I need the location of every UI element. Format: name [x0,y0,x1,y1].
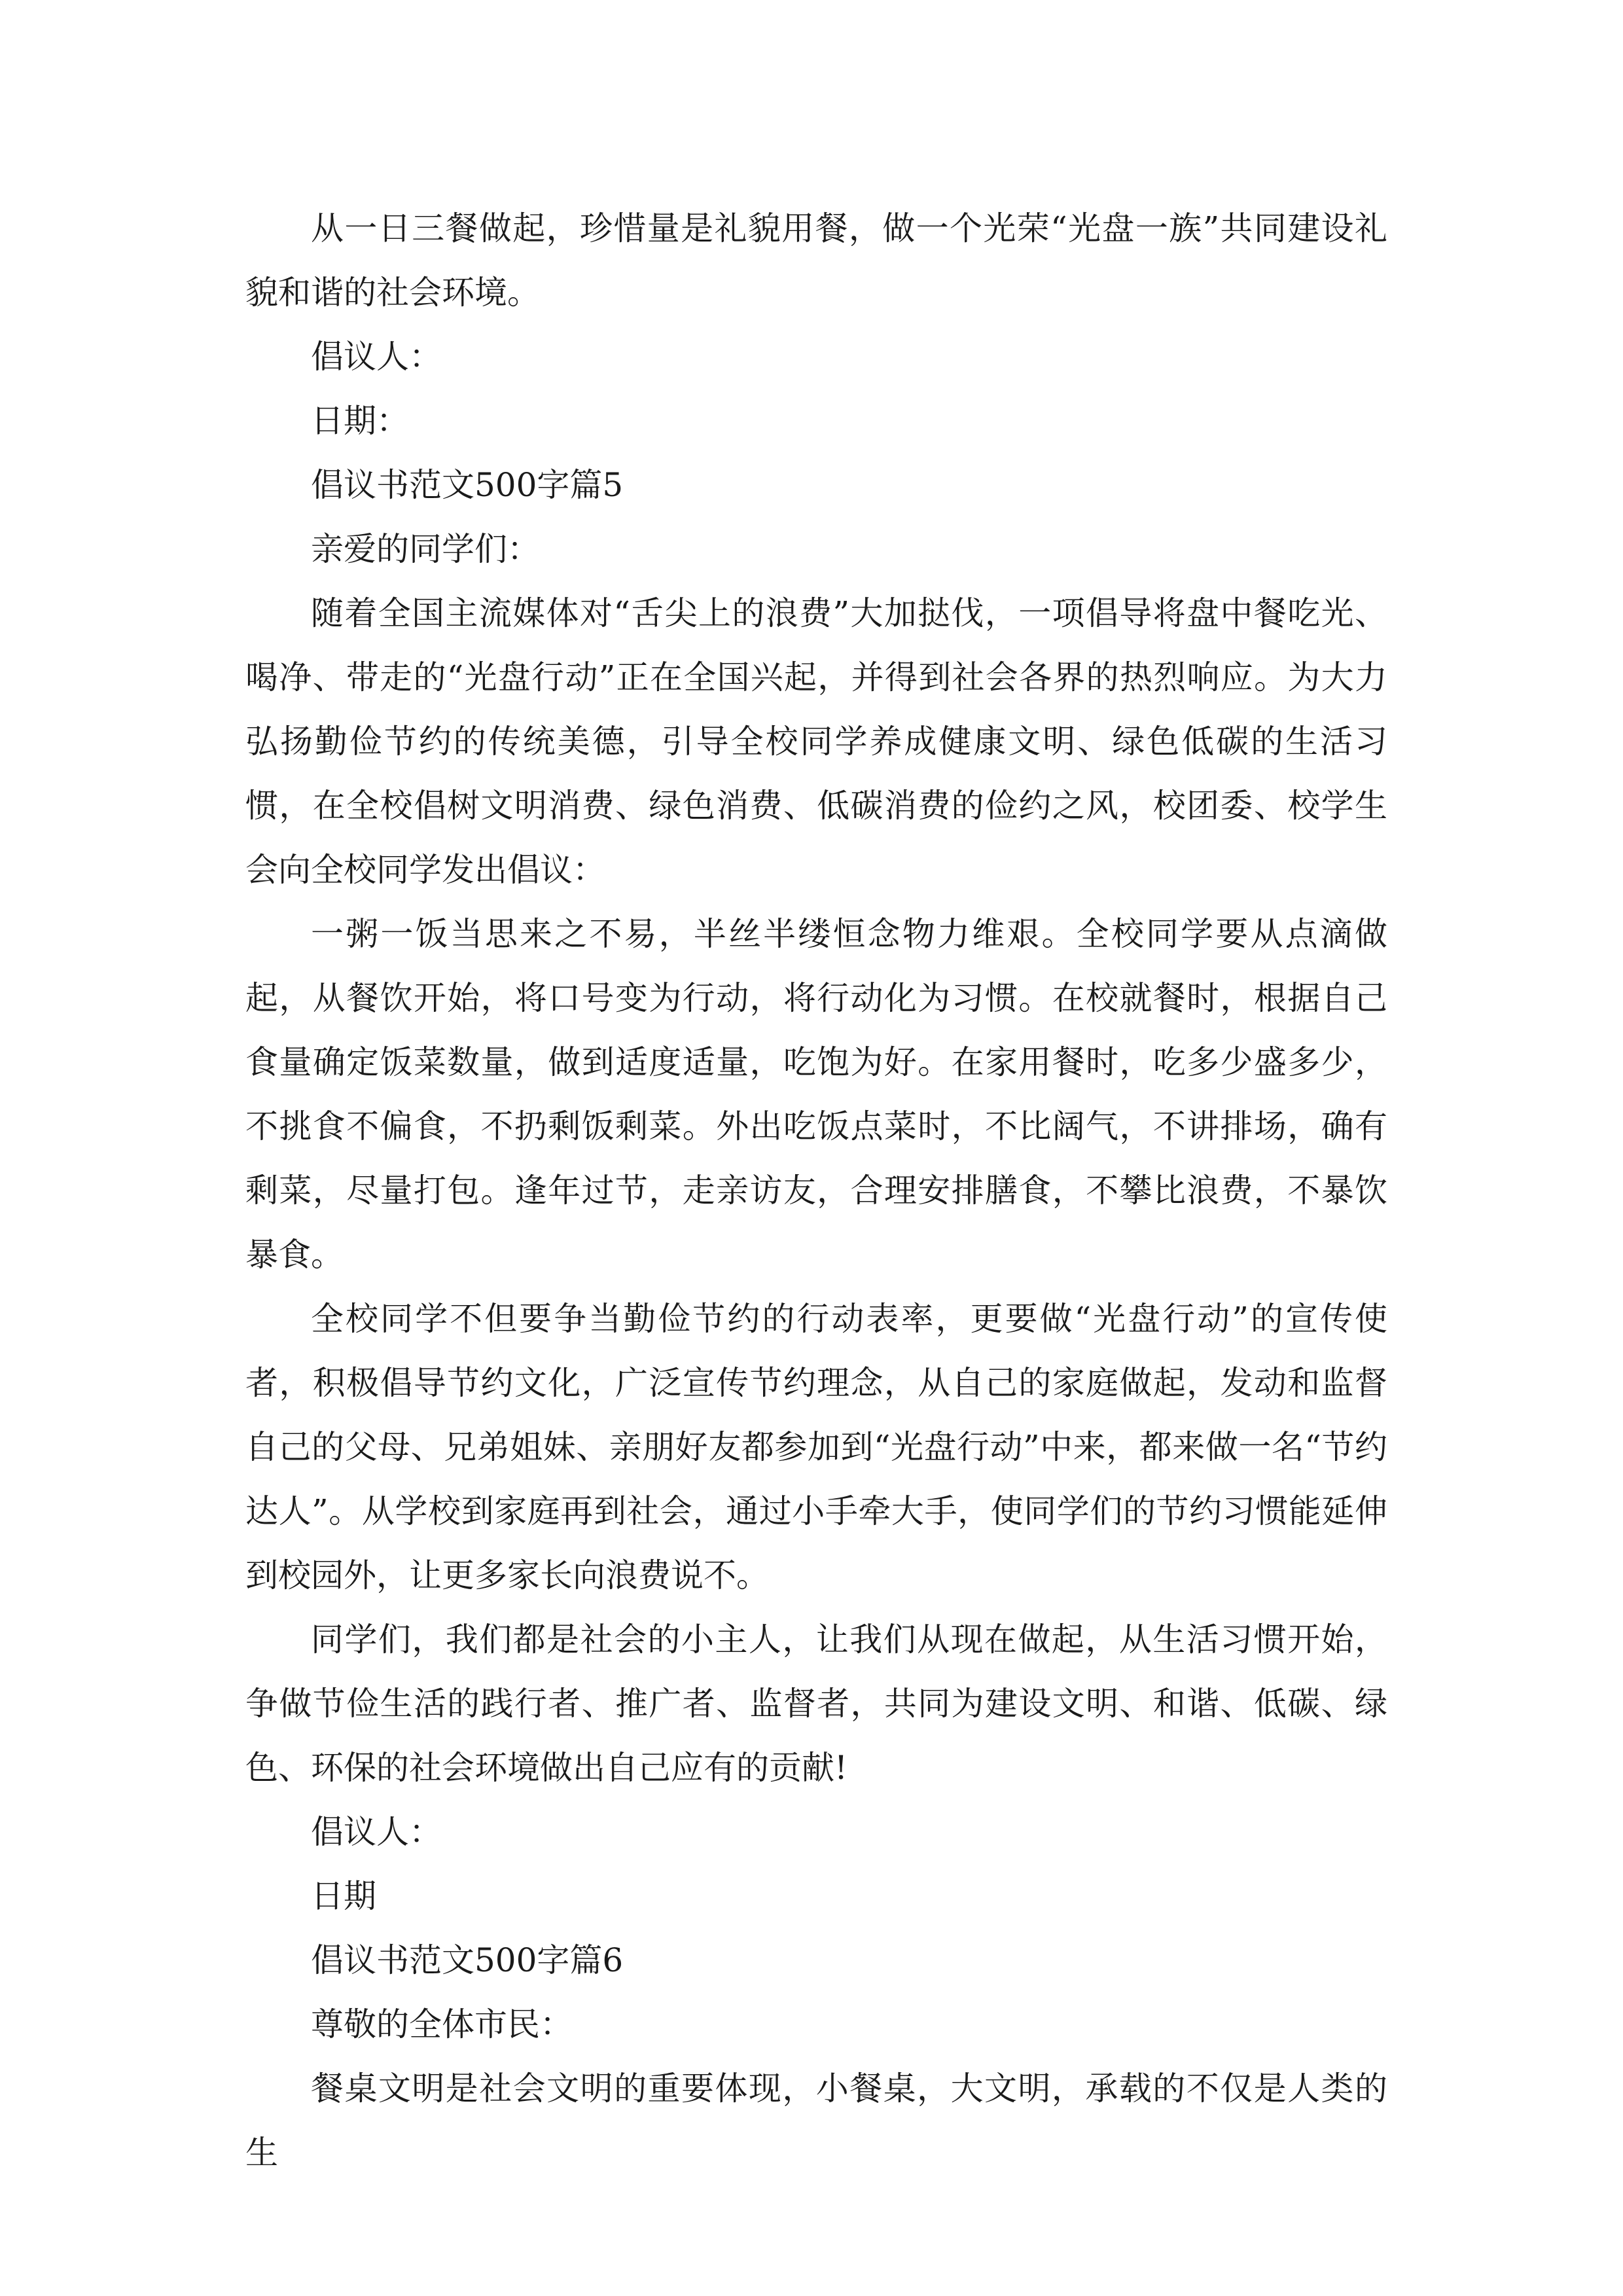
paragraph-intro-continued: 从一日三餐做起，珍惜量是礼貌用餐，做一个光荣“光盘一族”共同建设礼貌和谐的社会环境。 [245,209,1387,312]
paragraph-background: 随着全国主流媒体对“舌尖上的浪费”大加挞伐，一项倡导将盘中餐吃光、喝净、带走的“光盘行动”正在全国兴起，并得到社会各界的热烈响应。为大力弘扬勤俭节约的传统美德，引导全校同学养成健康文明、绿色低碳的生活习惯，在全校倡树文明消费、绿色消费、低碳消费的俭约之风，校团委、校学生会向全校同学发出倡议： [245,594,1387,889]
document-body [245,196,1387,2185]
paragraph-dining-civility: 餐桌文明是社会文明的重要体现，小餐桌，大文明，承载的不仅是人类的生 [245,2070,1387,2172]
salutation-citizens: 尊敬的全体市民： [311,2005,573,2043]
date-label-2: 日期 [311,1877,376,1915]
initiator-label-2: 倡议人： [311,1813,442,1851]
initiator-label: 倡议人： [311,338,442,376]
section-title-6: 倡议书范文500字篇6 [311,1941,624,1979]
section-title-5: 倡议书范文500字篇5 [311,466,624,504]
paragraph-closing: 同学们，我们都是社会的小主人，让我们从现在做起，从生活习惯开始，争做节俭生活的践行者、推广者、监督者，共同为建设文明、和谐、低碳、绿色、环保的社会环境做出自己应有的贡献! [245,1621,1387,1787]
salutation-students: 亲爱的同学们： [311,530,540,568]
paragraph-promotion: 全校同学不但要争当勤俭节约的行动表率，更要做“光盘行动”的宣传使者，积极倡导节约文化，广泛宣传节约理念，从自己的家庭做起，发动和监督自己的父母、兄弟姐妹、亲朋好友都参加到“光盘行动”中来，都来做一名“节约达人”。从学校到家庭再到社会，通过小手牵大手，使同学们的节约习惯能延伸到校园外，让更多家长向浪费说不。 [245,1300,1387,1594]
paragraph-action: 一粥一饭当思来之不易，半丝半缕恒念物力维艰。全校同学要从点滴做起，从餐饮开始，将口号变为行动，将行动化为习惯。在校就餐时，根据自己食量确定饭菜数量，做到适度适量，吃饱为好。在家用餐时，吃多少盛多少，不挑食不偏食，不扔剩饭剩菜。外出吃饭点菜时，不比阔气，不讲排场，确有剩菜，尽量打包。逢年过节，走亲访友，合理安排膳食，不攀比浪费，不暴饮暴食。 [245,915,1387,1274]
date-label: 日期： [311,402,409,440]
